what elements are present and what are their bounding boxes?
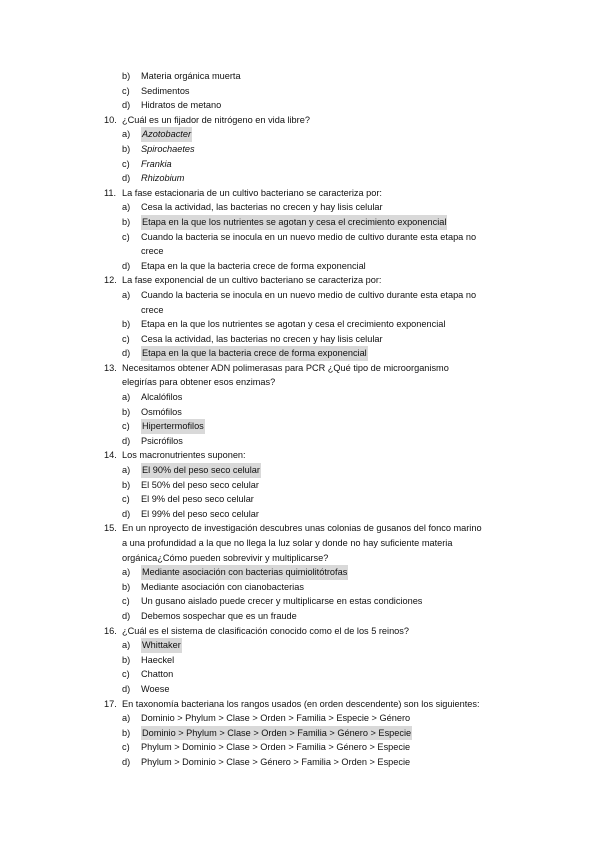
question-number: 13. <box>104 362 117 373</box>
option-letter: d) <box>122 756 131 767</box>
option-text: Sedimentos <box>141 85 190 96</box>
option-line <box>0 653 599 668</box>
option-text-highlighted: Etapa en la que los nutrientes se agotan y cesa el crecimiento exponencial <box>141 215 447 230</box>
question-line <box>0 448 599 463</box>
option-text-highlighted: Hipertermofilos <box>141 419 205 434</box>
option-text-highlighted: Mediante asociación con bacterias quimiolitótrofas <box>141 565 348 580</box>
option-line <box>0 682 599 697</box>
option-letter: d) <box>122 260 131 271</box>
option-letter: a) <box>122 567 131 578</box>
question-line <box>0 113 599 128</box>
question-text: En taxonomía bacteriana los rangos usados (en orden descendente) son los siguientes: <box>122 698 480 709</box>
option-line <box>0 288 599 303</box>
option-text: Cesa la actividad, las bacterias no crecen y hay lisis celular <box>141 202 383 213</box>
option-text: Phylum > Dominio > Clase > Género > Familia > Orden > Especie <box>141 756 411 767</box>
question-line <box>0 697 599 712</box>
option-text: Debemos sospechar que es un fraude <box>141 610 297 621</box>
option-text: Un gusano aislado puede crecer y multiplicarse en estas condiciones <box>141 596 423 607</box>
option-text-highlighted: Azotobacter <box>141 127 192 142</box>
option-letter: c) <box>122 669 130 680</box>
question-text: orgánica¿Cómo pueden sobrevivir y multiplicarse? <box>122 552 329 563</box>
option-text: Frankia <box>141 158 172 169</box>
option-text: Mediante asociación con cianobacterias <box>141 581 304 592</box>
option-letter: a) <box>122 289 131 300</box>
option-line <box>0 580 599 595</box>
option-text: Cesa la actividad, las bacterias no crecen y hay lisis celular <box>141 333 383 344</box>
option-line <box>0 419 599 434</box>
question-number: 10. <box>104 114 117 125</box>
option-line <box>0 594 599 609</box>
option-line <box>0 667 599 682</box>
option-letter: a) <box>122 713 131 724</box>
option-line <box>0 215 599 230</box>
question-line <box>0 273 599 288</box>
option-letter: c) <box>122 333 130 344</box>
option-line <box>0 259 599 274</box>
option-letter: d) <box>122 100 131 111</box>
option-line <box>0 84 599 99</box>
document-page <box>0 69 599 770</box>
option-text-highlighted: El 90% del peso seco celular <box>141 463 261 478</box>
question-line <box>0 375 599 390</box>
option-letter: c) <box>122 494 130 505</box>
question-number: 15. <box>104 523 117 534</box>
question-text: Necesitamos obtener ADN polimerasas para PCR ¿Qué tipo de microorganismo <box>122 362 449 373</box>
option-line <box>0 157 599 172</box>
option-line <box>0 711 599 726</box>
option-text: Rhizobium <box>141 173 185 184</box>
question-line <box>0 361 599 376</box>
option-line <box>0 317 599 332</box>
option-letter: c) <box>122 596 130 607</box>
option-letter: c) <box>122 421 130 432</box>
option-text: Spirochaetes <box>141 143 195 154</box>
option-text-continuation: crece <box>141 304 164 315</box>
option-letter: a) <box>122 640 131 651</box>
option-line <box>0 638 599 653</box>
option-letter: d) <box>122 610 131 621</box>
option-line <box>0 434 599 449</box>
option-text-highlighted: Whittaker <box>141 638 182 653</box>
option-text: El 9% del peso seco celular <box>141 494 254 505</box>
question-text: En un nproyecto de investigación descubres unas colonias de gusanos del fonco marino <box>122 523 482 534</box>
option-line <box>0 755 599 770</box>
question-text: ¿Cuál es un fijador de nitrógeno en vida libre? <box>122 114 310 125</box>
option-letter: a) <box>122 465 131 476</box>
option-text: Alcalófilos <box>141 392 183 403</box>
option-letter: c) <box>122 742 130 753</box>
option-letter: d) <box>122 683 131 694</box>
option-text: Woese <box>141 683 170 694</box>
option-line <box>0 230 599 245</box>
option-text: Etapa en la que los nutrientes se agotan y cesa el crecimiento exponencial <box>141 319 446 330</box>
option-line <box>0 200 599 215</box>
option-text: El 99% del peso seco celular <box>141 508 259 519</box>
option-text: Psicrófilos <box>141 435 183 446</box>
question-number: 17. <box>104 698 117 709</box>
question-number: 14. <box>104 450 117 461</box>
option-text: Chatton <box>141 669 174 680</box>
option-letter: a) <box>122 129 131 140</box>
option-line <box>0 405 599 420</box>
option-line <box>0 492 599 507</box>
option-letter: c) <box>122 85 130 96</box>
option-letter: b) <box>122 216 131 227</box>
option-text: Cuando la bacteria se inocula en un nuevo medio de cultivo durante esta etapa no <box>141 289 477 300</box>
option-letter: d) <box>122 508 131 519</box>
question-line <box>0 624 599 639</box>
option-line <box>0 565 599 580</box>
option-text-highlighted: Dominio > Phylum > Clase > Orden > Familia > Género > Especie <box>141 726 412 741</box>
option-text: Dominio > Phylum > Clase > Orden > Familia > Especie > Género <box>141 713 411 724</box>
question-line <box>0 536 599 551</box>
option-letter: b) <box>122 406 131 417</box>
option-text: El 50% del peso seco celular <box>141 479 259 490</box>
option-line <box>0 127 599 142</box>
option-letter: c) <box>122 158 130 169</box>
option-line <box>0 244 599 259</box>
option-line <box>0 507 599 522</box>
option-letter: a) <box>122 392 131 403</box>
option-line <box>0 740 599 755</box>
option-text-highlighted: Etapa en la que la bacteria crece de forma exponencial <box>141 346 368 361</box>
option-letter: a) <box>122 202 131 213</box>
option-line <box>0 142 599 157</box>
option-line <box>0 171 599 186</box>
option-letter: b) <box>122 654 131 665</box>
option-letter: b) <box>122 143 131 154</box>
option-letter: d) <box>122 435 131 446</box>
option-line <box>0 69 599 84</box>
question-line <box>0 521 599 536</box>
option-text: Hidratos de metano <box>141 100 222 111</box>
option-letter: d) <box>122 348 131 359</box>
option-line <box>0 303 599 318</box>
option-text: Haeckel <box>141 654 175 665</box>
option-text-continuation: crece <box>141 246 164 257</box>
option-letter: b) <box>122 581 131 592</box>
option-line <box>0 98 599 113</box>
option-text: Phylum > Dominio > Clase > Orden > Familia > Género > Especie <box>141 742 411 753</box>
option-letter: c) <box>122 231 130 242</box>
option-line <box>0 463 599 478</box>
question-text: ¿Cuál es el sistema de clasificación conocido como el de los 5 reinos? <box>122 625 409 636</box>
option-letter: b) <box>122 727 131 738</box>
question-number: 11. <box>104 187 117 198</box>
option-letter: b) <box>122 319 131 330</box>
question-text: Los macronutrientes suponen: <box>122 450 246 461</box>
option-line <box>0 478 599 493</box>
option-line <box>0 609 599 624</box>
option-letter: d) <box>122 173 131 184</box>
option-text: Osmófilos <box>141 406 182 417</box>
option-text: Etapa en la que la bacteria crece de forma exponencial <box>141 260 366 271</box>
question-text: La fase estacionaria de un cultivo bacteriano se caracteriza por: <box>122 187 382 198</box>
option-line <box>0 332 599 347</box>
question-text: La fase exponencial de un cultivo bacteriano se caracteriza por: <box>122 275 382 286</box>
question-number: 16. <box>104 625 117 636</box>
option-letter: b) <box>122 479 131 490</box>
option-line <box>0 390 599 405</box>
option-letter: b) <box>122 71 131 81</box>
option-text: Materia orgánica muerta <box>141 71 241 81</box>
option-line <box>0 726 599 741</box>
option-text: Cuando la bacteria se inocula en un nuevo medio de cultivo durante esta etapa no <box>141 231 477 242</box>
option-line <box>0 346 599 361</box>
question-text: a una profundidad a la que no llega la luz solar y donde no hay suficiente materia <box>122 538 453 548</box>
question-line <box>0 186 599 201</box>
question-number: 12. <box>104 275 117 286</box>
question-text: elegirías para obtener esos enzimas? <box>122 377 276 388</box>
question-line <box>0 551 599 566</box>
